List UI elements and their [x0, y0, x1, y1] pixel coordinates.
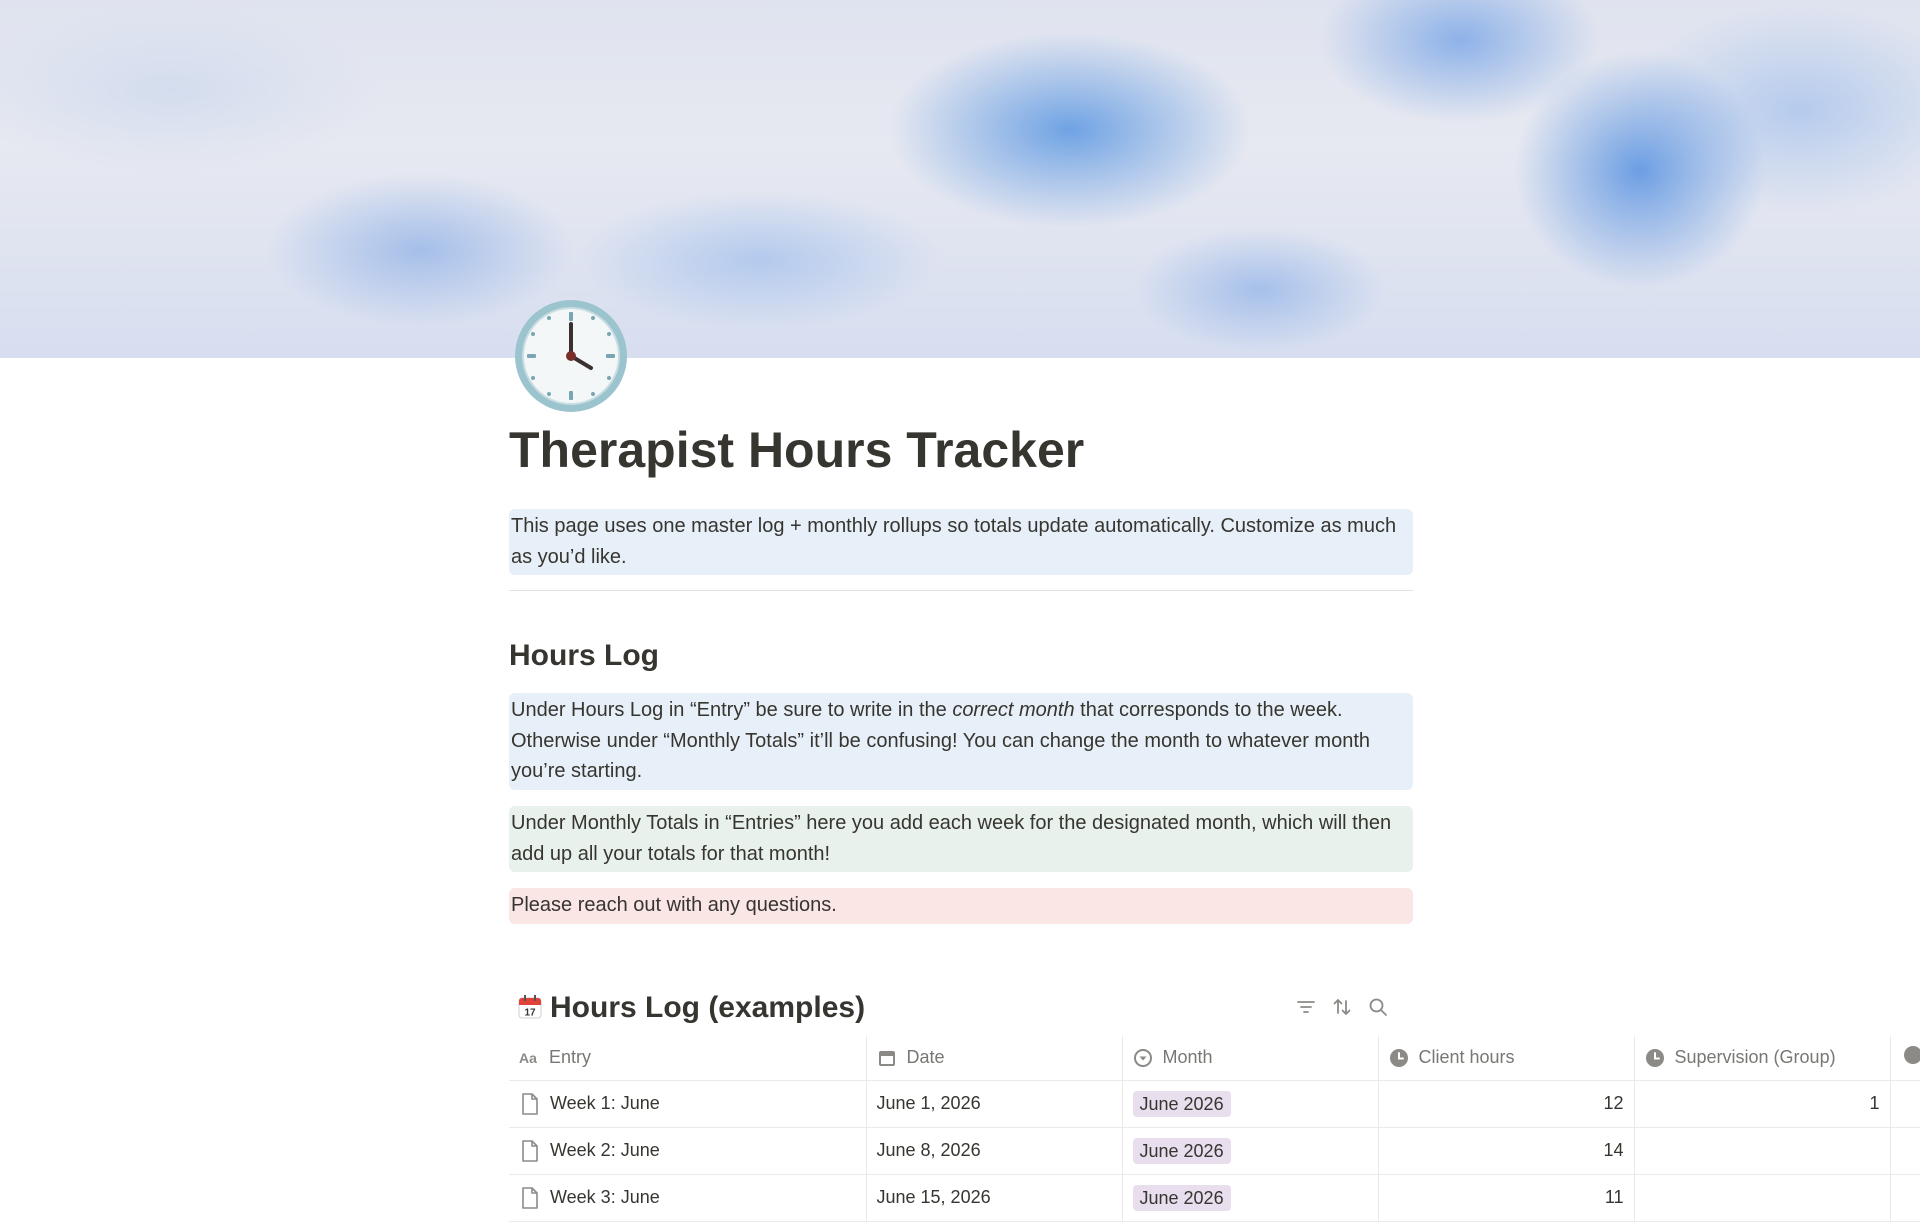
search-icon[interactable] — [1367, 996, 1389, 1018]
database-title[interactable]: Hours Log (examples) — [550, 989, 865, 1027]
hours-log-table — [509, 1036, 1920, 1222]
column-header-overflow[interactable] — [1890, 1036, 1920, 1080]
intro-callout-text: This page uses one master log + monthly rollups so totals update automatically. Customize as much as you’d like. — [511, 515, 1396, 568]
date-cell[interactable]: June 1, 2026 — [866, 1080, 1122, 1127]
month-tag: June 2026 — [1133, 1185, 1231, 1211]
month-cell[interactable] — [1122, 1127, 1378, 1174]
database-header — [509, 988, 1413, 1028]
column-header-date[interactable] — [866, 1036, 1122, 1080]
entry-title: Week 1: June — [550, 1093, 660, 1114]
date-cell[interactable]: June 15, 2026 — [866, 1174, 1122, 1221]
cover-image[interactable] — [0, 0, 1920, 358]
intro-callout[interactable] — [509, 509, 1413, 575]
entry-cell[interactable] — [509, 1127, 866, 1174]
page-icon — [519, 1092, 541, 1116]
entry-cell[interactable] — [509, 1080, 866, 1127]
page-icon — [519, 1139, 541, 1163]
overflow-cell[interactable] — [1890, 1174, 1920, 1221]
svg-text:Aa: Aa — [519, 1050, 537, 1066]
overflow-cell[interactable] — [1890, 1127, 1920, 1174]
questions-callout-text: Please reach out with any questions. — [511, 894, 837, 916]
table-row[interactable] — [509, 1127, 1920, 1174]
monthly-totals-callout[interactable] — [509, 806, 1413, 872]
table-row[interactable] — [509, 1080, 1920, 1127]
number-property-icon — [1389, 1048, 1409, 1068]
number-property-icon — [1645, 1048, 1665, 1068]
column-header-month[interactable] — [1122, 1036, 1378, 1080]
column-label: Supervision (Group) — [1675, 1047, 1836, 1068]
column-header-supervision-group[interactable] — [1634, 1036, 1890, 1080]
text-property-icon — [519, 1048, 539, 1068]
column-label: Month — [1163, 1047, 1213, 1068]
column-label: Entry — [549, 1047, 591, 1068]
sort-icon[interactable] — [1331, 996, 1353, 1018]
select-property-icon — [1133, 1048, 1153, 1068]
table-header-row — [509, 1036, 1920, 1080]
hours-log-callout-text-start: Under Hours Log in “Entry” be sure to write in the — [511, 699, 952, 721]
date-cell[interactable]: June 8, 2026 — [866, 1127, 1122, 1174]
entry-title: Week 3: June — [550, 1187, 660, 1208]
monthly-totals-callout-text: Under Monthly Totals in “Entries” here you add each week for the designated month, which will then add up all your totals for that month! — [511, 812, 1391, 865]
supervision-group-cell[interactable] — [1634, 1127, 1890, 1174]
section-heading[interactable]: Hours Log — [509, 636, 659, 676]
divider — [509, 590, 1413, 591]
table-row[interactable] — [509, 1174, 1920, 1221]
client-hours-cell[interactable]: 14 — [1378, 1127, 1634, 1174]
supervision-group-cell[interactable]: 1 — [1634, 1080, 1890, 1127]
calendar-icon — [517, 994, 543, 1020]
month-cell[interactable] — [1122, 1174, 1378, 1221]
filter-icon[interactable] — [1295, 996, 1317, 1018]
hours-log-callout-text-end: that corresponds to the week. Otherwise under “Monthly Totals” it’ll be confusing! You can change the month to whatever month you’re starting. — [511, 699, 1370, 782]
svg-text:17: 17 — [524, 1008, 536, 1019]
entry-cell[interactable] — [509, 1174, 866, 1221]
client-hours-cell[interactable]: 11 — [1378, 1174, 1634, 1221]
calendar-property-icon — [877, 1048, 897, 1068]
page-title[interactable]: Therapist Hours Tracker — [509, 418, 1084, 482]
page-icon — [519, 1186, 541, 1210]
month-tag: June 2026 — [1133, 1091, 1231, 1117]
entry-title: Week 2: June — [550, 1140, 660, 1161]
number-property-icon — [1901, 1045, 1920, 1065]
client-hours-cell[interactable]: 12 — [1378, 1080, 1634, 1127]
column-header-entry[interactable] — [509, 1036, 866, 1080]
month-cell[interactable] — [1122, 1080, 1378, 1127]
month-tag: June 2026 — [1133, 1138, 1231, 1164]
hours-log-callout[interactable] — [509, 693, 1413, 790]
column-label: Client hours — [1419, 1047, 1515, 1068]
overflow-cell[interactable] — [1890, 1080, 1920, 1127]
clock-icon[interactable] — [513, 298, 629, 414]
hours-log-callout-emphasis: correct month — [952, 699, 1074, 721]
supervision-group-cell[interactable] — [1634, 1174, 1890, 1221]
column-header-client-hours[interactable] — [1378, 1036, 1634, 1080]
column-label: Date — [907, 1047, 945, 1068]
questions-callout[interactable] — [509, 888, 1413, 924]
